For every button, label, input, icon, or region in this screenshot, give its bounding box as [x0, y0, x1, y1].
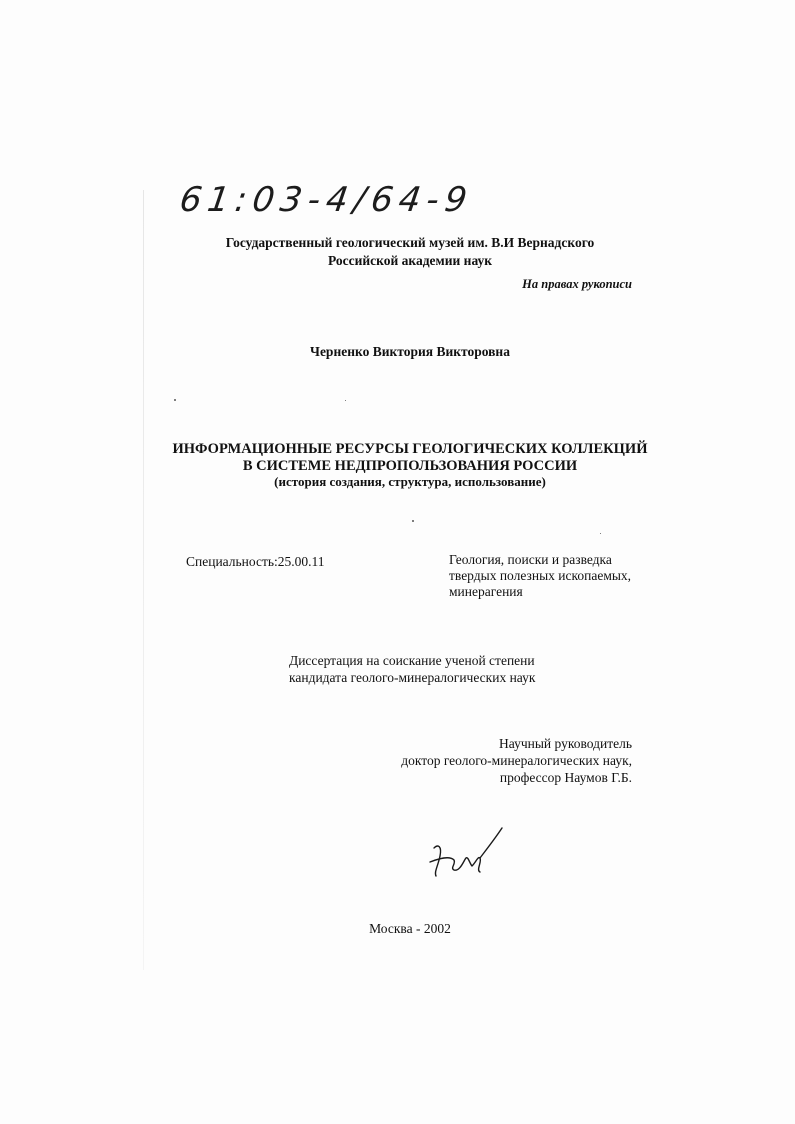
thesis-title-line-1: ИНФОРМАЦИОННЫЕ РЕСУРСЫ ГЕОЛОГИЧЕСКИХ КОЛЛЕКЦИЙ	[172, 441, 648, 457]
scan-edge-shadow	[143, 190, 144, 970]
thesis-title	[160, 441, 660, 475]
specialty-name-line-1: Геология, поиски и разведка	[449, 552, 612, 567]
specialty-name-line-3: минерагения	[449, 584, 523, 599]
degree-line-1: Диссертация на соискание ученой степени	[289, 653, 535, 668]
degree-line-2: кандидата геолого-минералогических наук	[289, 670, 536, 685]
degree-statement	[289, 652, 535, 686]
scan-speck	[174, 399, 176, 401]
specialty-name	[449, 552, 631, 600]
institution-line-2: Российской академии наук	[327, 253, 493, 268]
scan-speck	[412, 520, 414, 522]
scan-speck	[345, 400, 346, 401]
supervisor-block	[380, 735, 632, 786]
handwritten-archive-code: 61:03-4/64-9	[177, 180, 476, 220]
specialty-name-line-2: твердых полезных ископаемых,	[449, 568, 632, 583]
thesis-subtitle: (история создания, структура, использование)	[274, 474, 546, 489]
rights-note: На правах рукописи	[522, 277, 632, 291]
supervisor-line-3: профессор Наумов Г.Б.	[499, 770, 632, 785]
supervisor-line-1: Научный руководитель	[499, 736, 632, 751]
city-and-year: Москва - 2002	[369, 921, 451, 936]
handwritten-signature	[420, 818, 510, 888]
thesis-title-line-2: В СИСТЕМЕ НЕДПРОПОЛЬЗОВАНИЯ РОССИИ	[242, 458, 578, 474]
specialty-code: Специальность:25.00.11	[186, 554, 325, 569]
scan-speck	[600, 533, 601, 534]
institution-line-1: Государственный геологический музей им. В.И Вернадского	[225, 235, 595, 250]
institution-block	[180, 234, 640, 270]
supervisor-line-2: доктор геолого-минералогических наук,	[401, 753, 632, 768]
author-name: Черненко Виктория Викторовна	[310, 344, 510, 359]
